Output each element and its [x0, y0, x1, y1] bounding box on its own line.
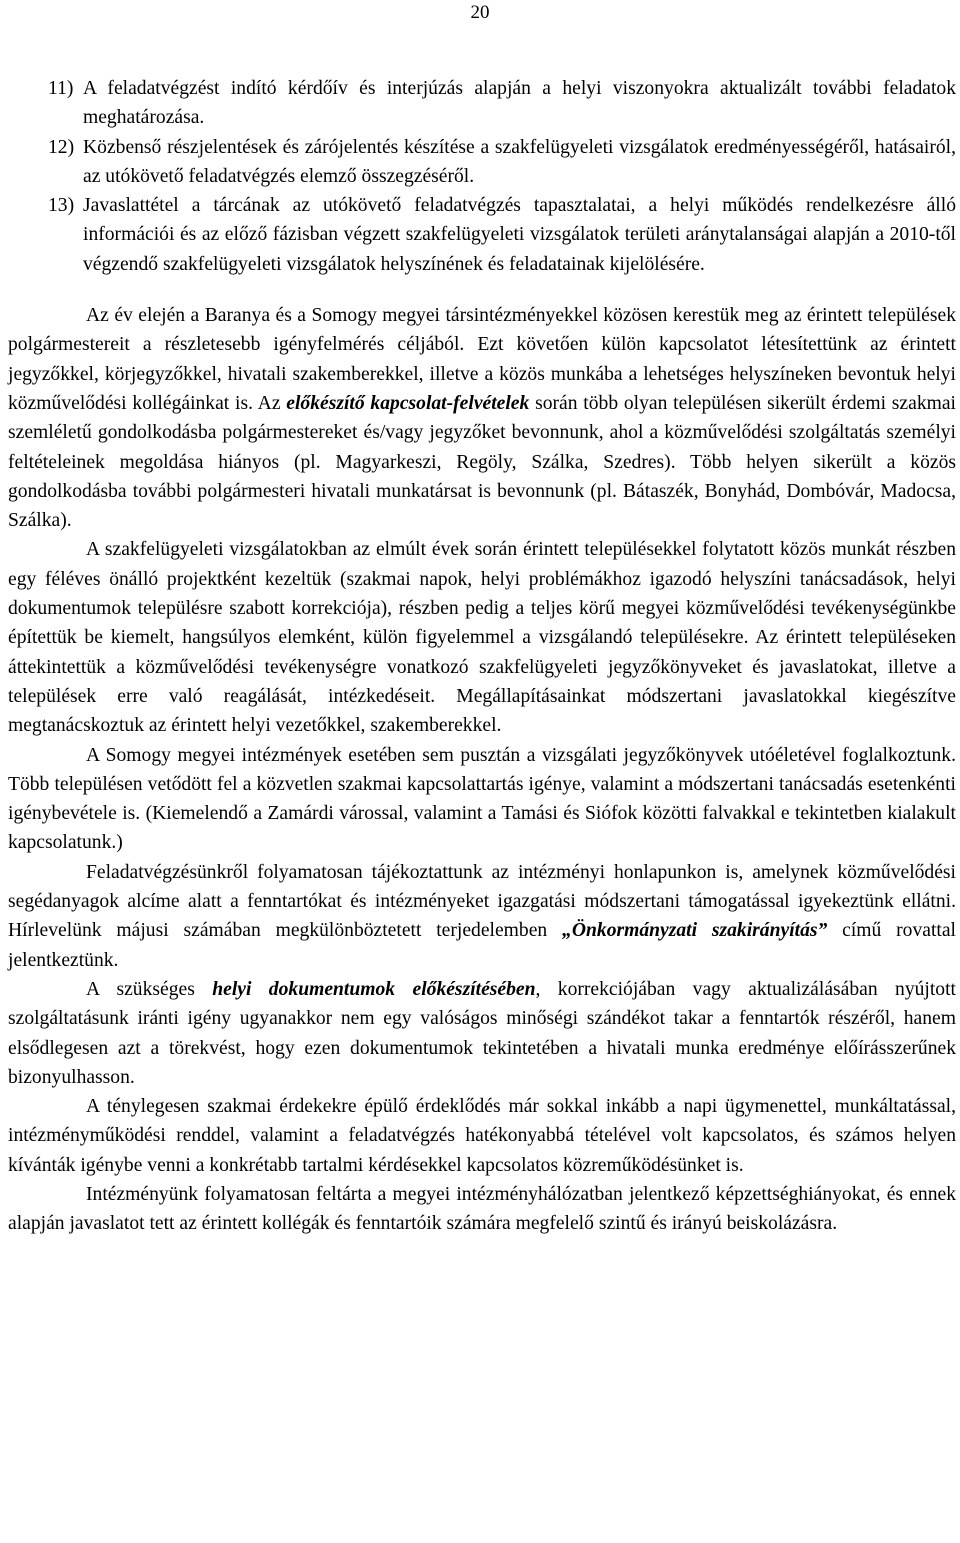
list-item-text: A feladatvégzést indító kérdőív és interjúzás alapján a helyi viszonyokra aktualizált további feladatok meghatározása.	[83, 78, 956, 129]
emphasis-text: előkészítő kapcsolat-felvételek	[286, 392, 530, 414]
list-item-number: 11)	[48, 78, 74, 99]
paragraph-honlap	[8, 858, 956, 975]
paragraph-dokumentumok	[8, 975, 956, 1092]
paragraph-text: című rovattal jelentkeztünk.	[8, 920, 956, 971]
list-item-number: 13)	[48, 195, 75, 217]
paragraph-beiskolazas: Intézményünk folyamatosan feltárta a megyei intézményhálózatban jelentkező képzettséghiányokat, és ennek alapján javaslatot tett az érintett kollégák és fenntartóik számára megfelelő szintű és irányú beiskolázásra.	[8, 1183, 956, 1235]
emphasis-text: helyi dokumentumok előkészítésében	[212, 978, 536, 1000]
list-item	[8, 74, 956, 133]
paragraph-erdeklodes: A ténylegesen szakmai érdekekre épülő érdeklődés már sokkal inkább a napi ügymenettel, munkáltatással, intézményműködési renddel, valamint a feladatvégzés hatékonyabbá tételével volt kapcsolatos, és számos helyen kívánták igénybe venni a konkrétabb tartalmi kérdésekkel kapcsolatos közreműködésünket is.	[8, 1096, 956, 1176]
list-item	[8, 133, 956, 192]
numbered-list	[8, 74, 956, 279]
paragraph-text: , korrekciójában vagy aktualizálásában nyújtott szolgáltatásunk iránti igény ugyanakkor nem egy valóságos minőségi szándékot takar a fenntartók részéről, hanem elsődlegesen azt a törekvést, hogy ezen dokumentumok tekintetében a hivatali munka eredménye előírásszerűnek bizonyulhasson.	[8, 978, 956, 1088]
emphasis-text: „Önkormányzati szakirányítás”	[562, 920, 828, 942]
list-item	[8, 191, 956, 279]
paragraph-text: Az év elején a Baranya és a Somogy megyei társintézményekkel közösen kerestük meg az érintett települések polgármestereit a részletesebb igényfelmérés céljából. Ezt követően külön kapcsolatot létesítettünk az érintett jegyzőkkel, körjegyzőkkel, hivatali szakemberekkel, illetve a közös munkába a lehetséges helyszíneken bevontuk helyi közművelődési kollégáinkat is. Az	[8, 305, 956, 414]
paragraph-kapcsolatfelvetel	[8, 301, 956, 535]
list-item-text: Javaslattétel a tárcának az utókövető feladatvégzés tapasztalatai, a helyi működés rendelkezésre álló információi és az előző fázisban végzett szakfelügyeleti vizsgálatok területi aránytalanságai alapján a 2010-től végzendő szakfelügyeleti vizsgálatok helyszínének és feladatainak kijelölésére.	[83, 195, 956, 275]
paragraph-text: A szükséges	[86, 978, 213, 1000]
list-item-text: Közbenső részjelentések és zárójelentés készítése a szakfelügyeleti vizsgálatok eredményességéről, hatásairól, az utókövető feladatvégzés elemző összegzéséről.	[83, 136, 956, 187]
page-content	[8, 74, 956, 1239]
paragraph-text: Feladatvégzésünkről folyamatosan tájékoztattunk az intézményi honlapunkon is, amelynek közművelődési segédanyagok alcíme alatt a fenntartókat és intézményeket igazgatási módszertani támogatással igyekeztünk ellátni. Hírlevelünk májusi számában megkülönböztetett terjedelemben	[8, 861, 956, 942]
paragraph-text: során több olyan településen sikerült érdemi szakmai szemléletű gondolkodásba polgármestereket és/vagy jegyzőket bevonnunk, ahol a közművelődési szolgáltatás személyi feltételeinek megoldása hiányos (pl. Magyarkeszi, Regöly, Szálka, Szedres). Több helyen sikerült a közös gondolkodásba további polgármesteri hivatali munkatársat is bevonnunk (pl. Bátaszék, Bonyhád, Dombóvár, Madocsa, Szálka).	[8, 392, 956, 532]
paragraph-szakfelugyeleti: A szakfelügyeleti vizsgálatokban az elmúlt évek során érintett településekkel folytatott közös munkát részben egy féléves önálló projektként kezeltük (szakmai napok, helyi problémákhoz igazodó helyszíni tanácsadások, helyi dokumentumok településre szabott korrekciója), részben pedig a teljes körű megyei közművelődési tevékenységünkbe építettük be kiemelt, hangsúlyos elemként, külön figyelemmel a vizsgálandó településekre. Az érintett településeken áttekintettük a közművelődési tevékenységre vonatkozó szakfelügyeleti jegyzőkönyveket és javaslatokat, illetve a települések erre való reagálását, intézkedéseit. Megállapításainkat módszertani javaslatokkal kiegészítve megtanácskoztuk az érintett helyi vezetőkkel, szakemberekkel.	[8, 539, 956, 737]
paragraph-somogy: A Somogy megyei intézmények esetében sem pusztán a vizsgálati jegyzőkönyvek utóéletével foglalkoztunk. Több településen vetődött fel a közvetlen szakmai kapcsolattartás igénye, valamint a módszertani tanácsadás esetenkénti igénybevétele is. (Kiemelendő a Zamárdi várossal, valamint a Tamási és Siófok közötti falvakkal e tekintetben kialakult kapcsolatunk.)	[8, 744, 956, 854]
list-item-number: 12)	[48, 136, 75, 158]
page-number: 20	[470, 2, 490, 23]
